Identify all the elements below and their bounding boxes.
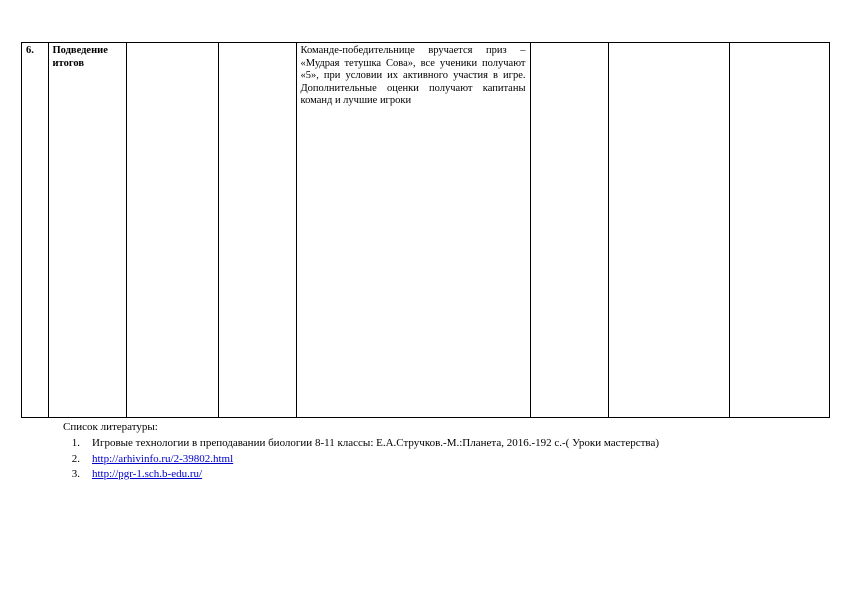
row-number: 6. bbox=[26, 45, 34, 56]
stage-name: Подведение итогов bbox=[48, 43, 126, 417]
table-cell bbox=[126, 43, 218, 417]
reference-number: 2. bbox=[71, 452, 80, 465]
list-item bbox=[60, 467, 820, 481]
table-row bbox=[22, 43, 829, 417]
reference-number: 3. bbox=[71, 468, 80, 480]
lesson-table-grid bbox=[22, 43, 829, 417]
list-item bbox=[60, 436, 820, 450]
list-item bbox=[60, 452, 820, 466]
reference-link[interactable]: http://arhivinfo.ru/2-39802.html bbox=[92, 452, 234, 465]
reference-text: Игровые технологии в преподавании биологии 8-11 классы: Е.А.Стручков.-М.:Планета, 2016.-192 с.-( Уроки мастерства) bbox=[92, 437, 659, 449]
references-list bbox=[60, 436, 820, 481]
references-title: Список литературы: bbox=[63, 421, 158, 433]
table-cell bbox=[729, 43, 829, 417]
table-cell bbox=[530, 43, 608, 417]
stage-content: Команде-победительнице вручается приз – «Мудрая тетушка Сова», все ученики получают «5», при условии их активного участия в игре. Дополнительные оценки получают капитаны команд и лучшие игроки bbox=[296, 43, 530, 417]
table-cell bbox=[218, 43, 296, 417]
references-section bbox=[60, 420, 820, 483]
reference-number: 1. bbox=[71, 437, 80, 449]
reference-link[interactable]: http://pgr-1.sch.b-edu.ru/ bbox=[92, 468, 203, 480]
lesson-table bbox=[21, 42, 830, 418]
table-cell bbox=[608, 43, 729, 417]
